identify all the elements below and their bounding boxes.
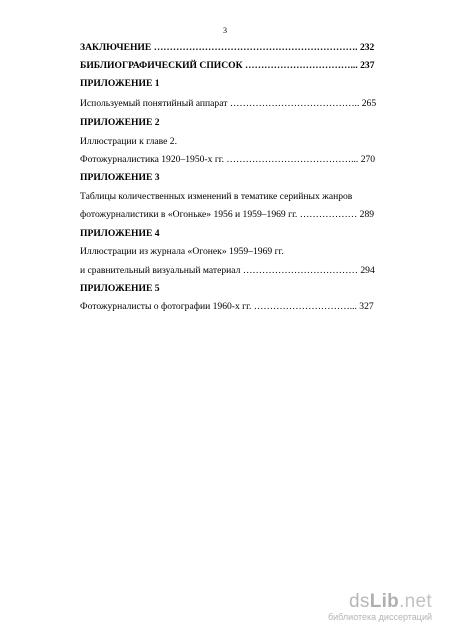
watermark-logo-text	[322, 592, 432, 612]
toc-appendix-3-heading: ПРИЛОЖЕНИЕ 3	[80, 172, 160, 183]
watermark-subtitle: библиотека диссертаций	[327, 612, 432, 622]
toc-appendix-3-item-title: Таблицы количественных изменений в тематике серийных жанров	[80, 191, 353, 202]
toc-bibliography: БИБЛИОГРАФИЧЕСКИЙ СПИСОК ……………………………... 237	[80, 60, 375, 71]
toc-appendix-4-heading: ПРИЛОЖЕНИЕ 4	[80, 228, 160, 239]
toc-appendix-2-item-title: Иллюстрации к главе 2.	[80, 136, 177, 147]
toc-appendix-4-item-title: Иллюстрации из журнала «Огонек» 1959–1969 гг.	[80, 246, 284, 257]
watermark-logo-lib: Lib	[369, 591, 400, 612]
toc-appendix-2-item: Фотожурналистика 1920–1950-х гг. …………………………………... 270	[80, 154, 376, 165]
toc-appendix-1-heading: ПРИЛОЖЕНИЕ 1	[80, 78, 160, 89]
page-number: 3	[223, 26, 227, 35]
toc-appendix-5-heading: ПРИЛОЖЕНИЕ 5	[80, 283, 160, 294]
watermark-logo-ds: ds	[349, 591, 370, 612]
toc-appendix-2-heading: ПРИЛОЖЕНИЕ 2	[80, 117, 160, 128]
watermark-logo-net: .net	[399, 591, 432, 612]
toc-appendix-5-item: Фотожурналисты о фотографии 1960-х гг. …………………………... 327	[80, 301, 374, 312]
toc-conclusion: ЗАКЛЮЧЕНИЕ ………………………………………………………. 232	[80, 42, 375, 53]
toc-appendix-3-item: фотожурналистики в «Огоньке» 1956 и 1959–1969 гг. ……………… 289	[80, 209, 375, 220]
watermark-logo	[322, 592, 432, 623]
toc-appendix-4-item: и сравнительный визуальный материал ……………………………… 294	[80, 265, 375, 276]
toc-appendix-1-item: Используемый понятийный аппарат ………………………………….. 265	[80, 98, 377, 109]
